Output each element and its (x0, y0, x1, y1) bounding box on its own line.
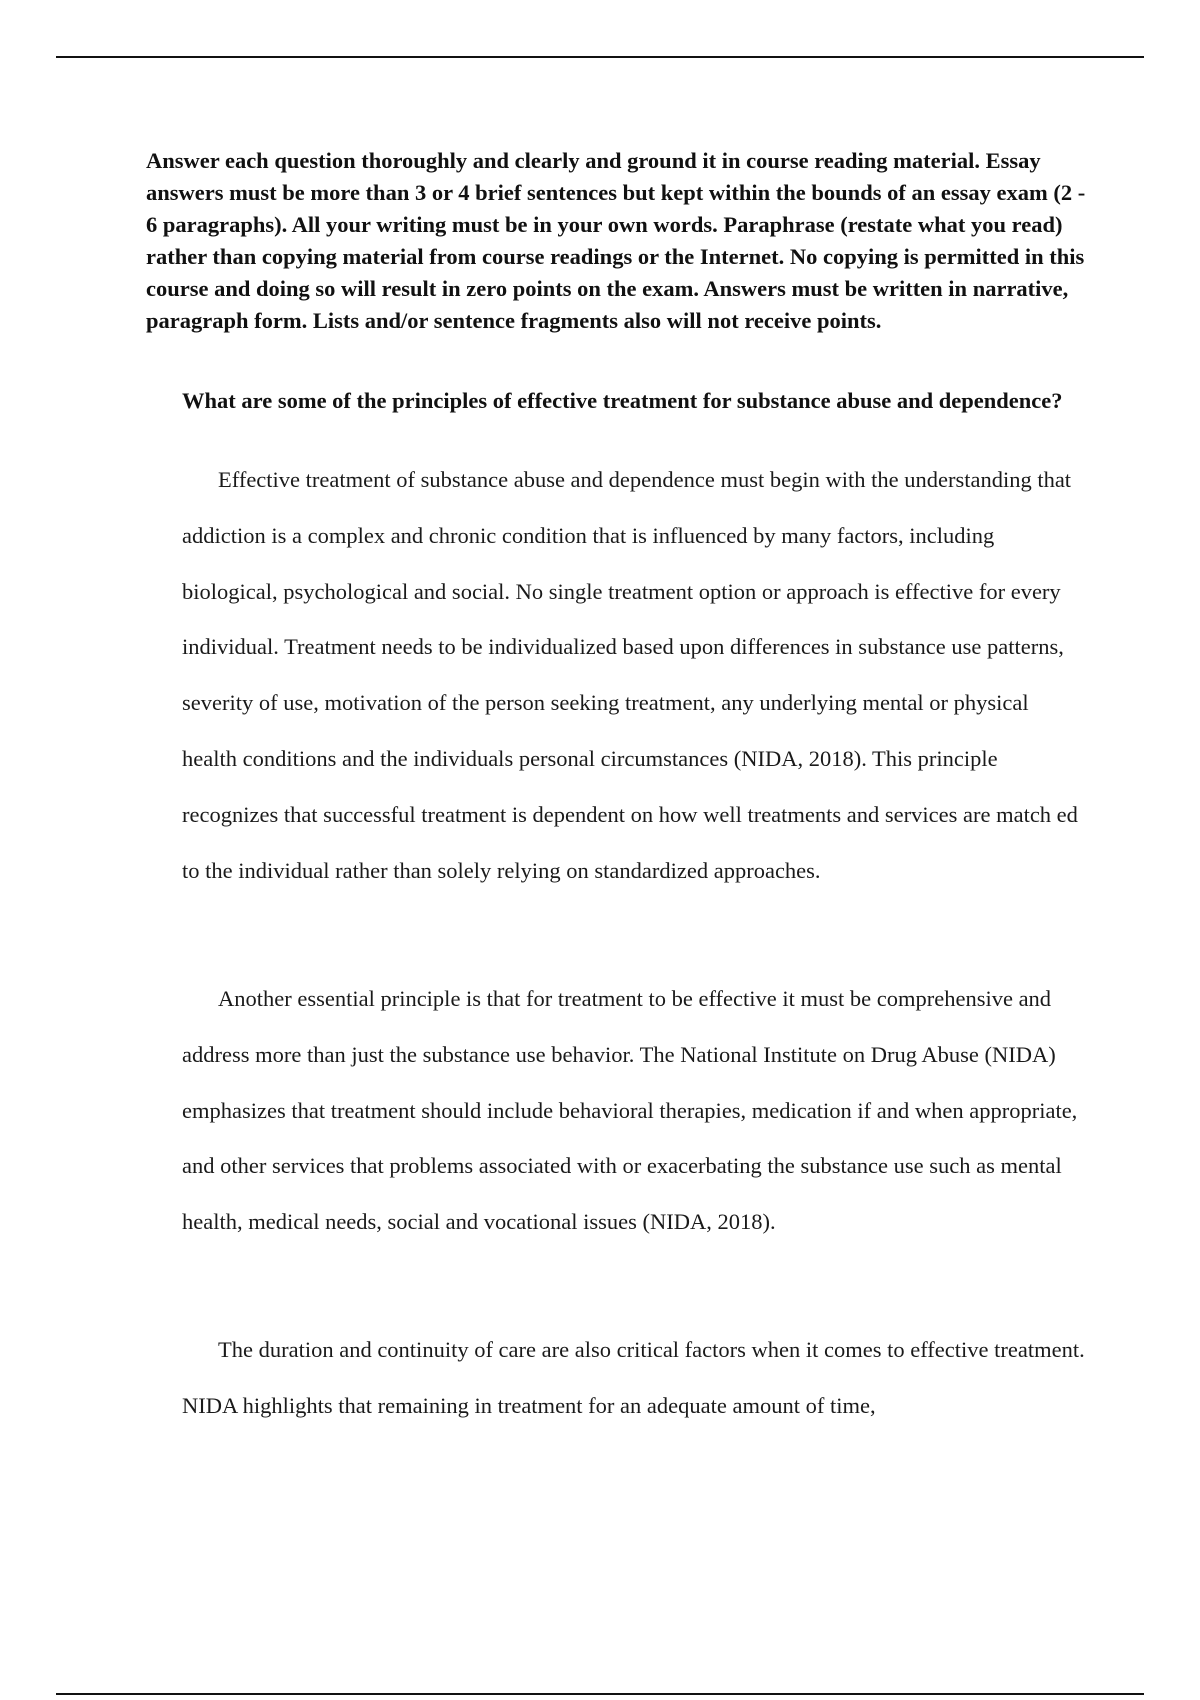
footer-rule (56, 1693, 1144, 1695)
answer-paragraph-1: Effective treatment of substance abuse and dependence must begin with the understanding that addiction is a complex and chronic condition that is influenced by many factors, including biological, psychological and social. No single treatment option or approach is effective for every individual. Treatment needs to be individualized based upon differences in substance use patterns, severity of use, motivation of the person seeking treatment, any underlying mental or physical health conditions and the individuals personal circumstances (NIDA, 2018). This principle recognizes that successful treatment is dependent on how well treatments and services are match ed to the individual rather than solely relying on standardized approaches. (182, 467, 1078, 883)
exam-instructions: Answer each question thoroughly and clearly and ground it in course reading material. Essay answers must be more than 3 or 4 brief sentences but kept within the bounds of an essay exam (2 - 6 paragraphs). All your writing must be in your own words. Paraphrase (restate what you read) rather than copying material from course readings or the Internet. No copying is permitted in this course and doing so will result in zero points on the exam. Answers must be written in narrative, paragraph form. Lists and/or sentence fragments also will not receive points. (146, 148, 1086, 333)
exam-question: What are some of the principles of effective treatment for substance abuse and dependence? (182, 388, 1063, 413)
header-rule (56, 56, 1144, 58)
answer-paragraph-3: The duration and continuity of care are also critical factors when it comes to effective treatment. NIDA highlights that remaining in treatment for an adequate amount of time, (182, 1337, 1085, 1418)
answer-paragraph-2: Another essential principle is that for treatment to be effective it must be comprehensive and address more than just the substance use behavior. The National Institute on Drug Abuse (NIDA) emphasizes that treatment should include behavioral therapies, medication if and when appropriate, and other services that problems associated with or exacerbating the substance use such as mental health, medical needs, social and vocational issues (NIDA, 2018). (182, 986, 1078, 1235)
